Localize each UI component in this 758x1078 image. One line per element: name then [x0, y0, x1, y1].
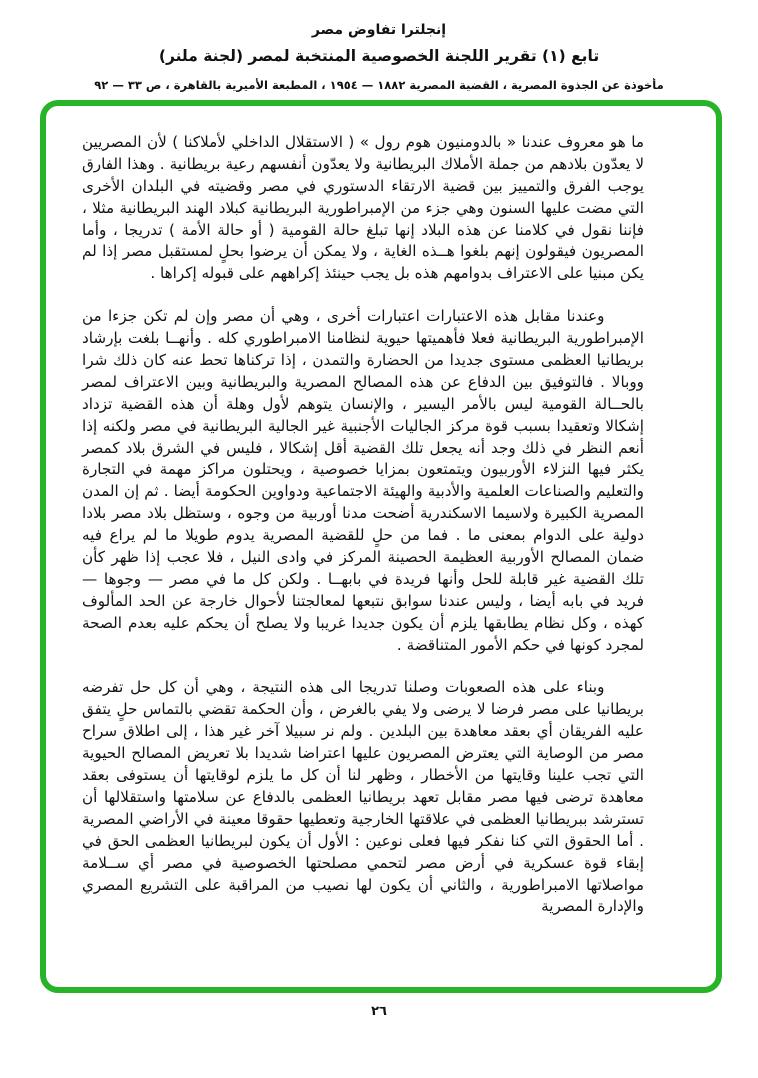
chapter-title: تابع (١) تقرير اللجنة الخصوصية المنتخبة لمصر (لجنة ملنر): [158, 47, 600, 65]
citation-clip: [0, 78, 758, 93]
source-citation: مأخوذة عن الجذوة المصرية ، القضية المصرية ١٨٨٢ — ١٩٥٤ ، المطبعة الأميرية بالقاهرة ، ص ٣٣ — ٩٢: [94, 78, 664, 92]
paragraph-3: وبناء على هذه الصعوبات وصلنا تدريجا الى هذه النتيجة ، وهي أن كل حل تفرضه بريطانيا على مصر فرضا لا يرضى ولا يفي بالغرض ، وأن الحكمة تقضي بالتماس حلٍ يتفق عليه الفريقان أي بعقد معاهدة بين البلدين . ولم نر سبيلا آخر غير هذا ، إلى اطلاق سراح مصر من الوصاية التي يعترض المصريون عليها اعتراضا شديدا بلا تعريض المصالح الحيوية التي تجب علينا وقايتها من الأخطار ، وظهر لنا أن كل ما يلزم لوقايتها أن يستوفى بعقد معاهدة ترضى فيها مصر مقابل تعهد بريطانيا العظمى بالدفاع عن سلامتها واستقلالها أن تسترشد ببريطانيا العظمى في علاقتها الخارجية وتعطيها حقوقا معينة في الأراضي المصرية . أما الحقوق التي كنا نفكر فيها فعلى نوعين : الأول أن يكون لبريطانيا العظمى الحق في إبقاء قوة عسكرية في أرض مصر لتحمي مصلحتها الخصوصية في مصر أي ســلامة مواصلاتها الامبراطورية ، والثاني أن يكون لها نصيب من المراقبة على التشريع المصري والإدارة المصرية: [82, 678, 644, 916]
paragraph-1: ما هو معروف عندنا « بالدومنيون هوم رول » ( الاستقلال الداخلي لأملاكنا ) لأن المصريين لا يعدّون بلادهم من جملة الأملاك البريطانية ولا يعدّون أنفسهم رعية بريطانية . وهذا الفارق يوجب الفرق والتمييز بين قضية الارتقاء الدستوري في مصر وقضيته في البلدان الأخرى التي مضت عليها السنون وهي جزء من الإمبراطورية البريطانية كبلاد الهند البريطانية مثلا ، فإننا نقول في كلامنا عن هذه البلاد إنها تبلغ حالة القومية ( أو حالة الأمة ) تدريجا ، وأما المصريون فيقولون إنهم بلغوا هــذه الغاية ، ولا يمكن أن يرضوا بحلٍ لمستقبل مصر إذا لم يكن مبنيا على الاعتراف بدوامهم هذه بل يجب حينئذ إكراههم على قبوله إكراها .: [82, 133, 644, 283]
book-title: إنجلترا تفاوض مصر: [311, 22, 447, 38]
page-number: ٢٦: [371, 1004, 387, 1019]
paragraph-2: وعندنا مقابل هذه الاعتبارات اعتبارات أخرى ، وهي أن مصر وإن لم تكن جزءا من الإمبراطورية البريطانية فعلا فأهميتها حيوية لنظامنا الامبراطوري كله . وأنهــا بلغت بإرشاد بريطانيا العظمى مستوى جديدا من الحضارة والتمدن ، إذا تركناها تحط عنه كان ذلك شرا ووبالا . فالتوفيق بين الدفاع عن هذه المصالح المصرية والبريطانية وبين الاعتراف لمصر بالحــالة القومية ليس بالأمر اليسير ، والإنسان يتوهم لأول وهلة أن هذه القضية تزداد إشكالا وتعقيدا بسبب قوة مركز الجاليات الأجنبية غير الجالية البريطانية في مصر ولكنه إذا أنعم النظر في ذلك وجد أنه يجعل تلك القضية أقل إشكالا ، فليس في الشرق بلاد كمصر يكثر فيها النزلاء الأوربيون ويتمتعون بمزايا خصوصية ، ويحتلون مراكز مهمة في التجارة والتعليم والصناعات العلمية والأدبية والهيئة الاجتماعية ودواوين الحكومة أيضا . ثم إن المدن المصرية الكبيرة ولاسيما الاسكندرية أضحت مدنا أوربية من وجوه ، وستظل بلاد مصر بلادا دولية على الدوام بمعنى ما . فما من حلٍ للقضية المصرية يدوم طويلا ما لم يراع فيه ضمان المصالح الأوربية العظيمة الحصينة المركز في وادى النيل ، فلا عجب إذا ظهر كأن تلك القضية غير قابلة للحل وأنها فريدة في بابهــا . ولكن كل ما في مصر — وجوها — فريد في بابه أيضا ، وليس عندنا سوابق نتبعها لمعالجتنا لأحوال خارجة عن الحد المألوف كهذه ، وكل نظام يطابقها يلزم أن يكون جديدا غريبا ولا يصلح أن يحكم عليه بعدم الصحة لمجرد كونها في حكم الأمور المتناقضة .: [82, 307, 644, 654]
page-header: [0, 22, 758, 73]
body-text-block: [46, 106, 680, 966]
